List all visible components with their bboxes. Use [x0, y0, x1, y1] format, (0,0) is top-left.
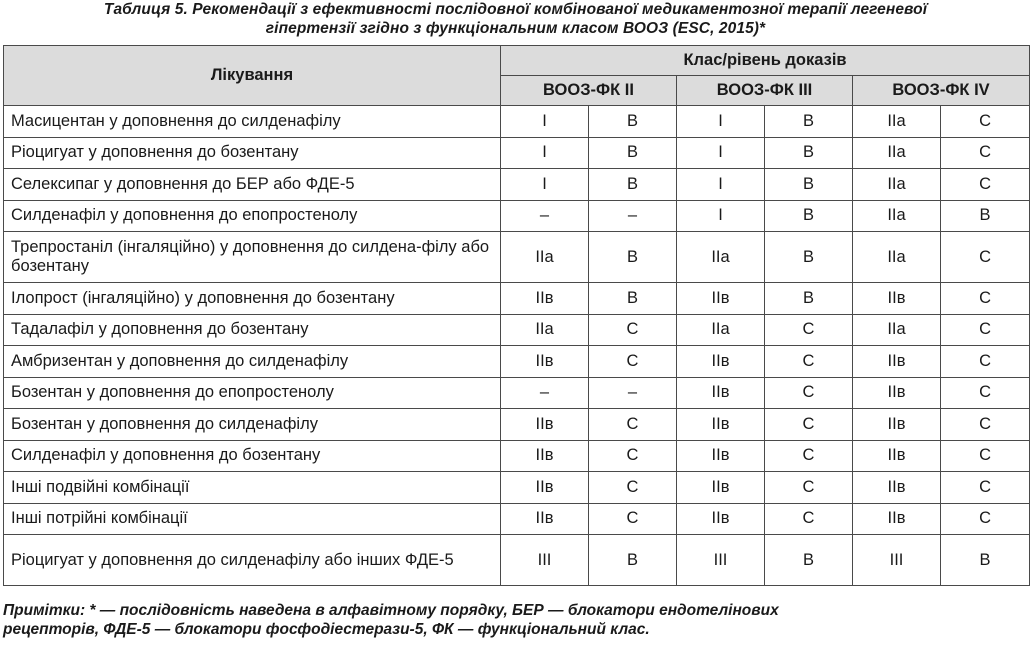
class-cell: III: [501, 535, 589, 586]
treatment-cell: Ріоцигуат у доповнення до бозентану: [4, 137, 501, 169]
level-cell: C: [589, 346, 677, 378]
level-cell: B: [765, 200, 853, 232]
level-cell: B: [765, 137, 853, 169]
level-cell: C: [589, 472, 677, 504]
table-row: [4, 232, 1030, 283]
class-cell: I: [677, 137, 765, 169]
class-cell: IIв: [853, 440, 941, 472]
treatment-cell: Трепростаніл (інгаляційно) у доповнення до силдена-філу або бозентану: [4, 232, 501, 283]
caption-line-1: Таблиця 5. Рекомендації з ефективності послідовної комбінованої медикаментозної терапії легеневої: [103, 1, 928, 18]
class-cell: IIв: [853, 283, 941, 315]
notes-line-1: Примітки: * — послідовність наведена в алфавітному порядку, БЕР — блокатори ендотелінових: [3, 602, 779, 619]
table-row: [4, 169, 1030, 201]
level-cell: C: [941, 106, 1030, 138]
level-cell: C: [941, 409, 1030, 441]
level-cell: B: [589, 232, 677, 283]
level-cell: C: [765, 377, 853, 409]
table-row: [4, 535, 1030, 586]
level-cell: C: [589, 440, 677, 472]
class-cell: IIв: [677, 440, 765, 472]
treatment-cell: Інші потрійні комбінації: [4, 503, 501, 535]
class-cell: I: [677, 169, 765, 201]
header-treatment: Лікування: [4, 46, 501, 106]
recommendations-table: [3, 45, 1030, 586]
class-cell: IIв: [501, 409, 589, 441]
class-cell: IIa: [853, 314, 941, 346]
table-row: [4, 137, 1030, 169]
class-cell: IIв: [677, 283, 765, 315]
level-cell: C: [589, 314, 677, 346]
table-row: [4, 346, 1030, 378]
class-cell: IIв: [677, 377, 765, 409]
class-cell: IIв: [501, 283, 589, 315]
class-cell: IIa: [501, 314, 589, 346]
class-cell: IIв: [853, 346, 941, 378]
level-cell: C: [941, 377, 1030, 409]
level-cell: C: [941, 503, 1030, 535]
level-cell: B: [765, 169, 853, 201]
table-row: [4, 409, 1030, 441]
treatment-cell: Ілопрост (інгаляційно) у доповнення до бозентану: [4, 283, 501, 315]
level-cell: C: [765, 346, 853, 378]
caption-line-2: гіпертензії згідно з функціональним класом ВООЗ (ESC, 2015)*: [265, 20, 766, 37]
level-cell: C: [941, 232, 1030, 283]
class-cell: IIв: [677, 346, 765, 378]
header-class-2: ВООЗ-ФК II: [501, 76, 677, 106]
table-row: [4, 283, 1030, 315]
level-cell: C: [765, 440, 853, 472]
level-cell: B: [765, 106, 853, 138]
table-body: [4, 106, 1030, 586]
table-notes: [3, 601, 1029, 639]
table-row: [4, 314, 1030, 346]
class-cell: I: [677, 106, 765, 138]
header-evidence-group: Клас/рівень доказів: [501, 46, 1030, 76]
class-cell: –: [501, 377, 589, 409]
header-class-3: ВООЗ-ФК III: [677, 76, 853, 106]
level-cell: C: [941, 440, 1030, 472]
level-cell: C: [589, 503, 677, 535]
level-cell: B: [765, 283, 853, 315]
table-row: [4, 106, 1030, 138]
class-cell: I: [501, 169, 589, 201]
class-cell: I: [677, 200, 765, 232]
class-cell: IIa: [853, 137, 941, 169]
level-cell: C: [765, 472, 853, 504]
treatment-cell: Інші подвійні комбінації: [4, 472, 501, 504]
notes-line-2: рецепторів, ФДЕ-5 — блокатори фосфодіестерази-5, ФК — функціональний клас.: [3, 621, 650, 638]
class-cell: IIв: [853, 377, 941, 409]
class-cell: IIa: [677, 314, 765, 346]
treatment-cell: Селексипаг у доповнення до БЕР або ФДЕ-5: [4, 169, 501, 201]
level-cell: B: [941, 535, 1030, 586]
level-cell: B: [765, 232, 853, 283]
table-row: [4, 440, 1030, 472]
class-cell: IIв: [501, 472, 589, 504]
treatment-cell: Бозентан у доповнення до епопростенолу: [4, 377, 501, 409]
level-cell: B: [589, 535, 677, 586]
table-row: [4, 377, 1030, 409]
level-cell: C: [765, 503, 853, 535]
treatment-cell: Амбризентан у доповнення до силденафілу: [4, 346, 501, 378]
class-cell: IIв: [501, 503, 589, 535]
class-cell: IIa: [853, 169, 941, 201]
class-cell: IIa: [677, 232, 765, 283]
treatment-cell: Силденафіл у доповнення до бозентану: [4, 440, 501, 472]
level-cell: –: [589, 200, 677, 232]
level-cell: C: [941, 137, 1030, 169]
class-cell: IIв: [501, 346, 589, 378]
treatment-cell: Масицентан у доповнення до силденафілу: [4, 106, 501, 138]
level-cell: B: [765, 535, 853, 586]
treatment-cell: Силденафіл у доповнення до епопростенолу: [4, 200, 501, 232]
class-cell: IIa: [853, 200, 941, 232]
level-cell: C: [941, 314, 1030, 346]
class-cell: IIa: [501, 232, 589, 283]
class-cell: –: [501, 200, 589, 232]
class-cell: IIв: [677, 503, 765, 535]
level-cell: B: [589, 169, 677, 201]
class-cell: IIв: [853, 409, 941, 441]
table-row: [4, 200, 1030, 232]
level-cell: C: [765, 314, 853, 346]
level-cell: C: [589, 409, 677, 441]
level-cell: C: [941, 346, 1030, 378]
class-cell: IIв: [677, 409, 765, 441]
level-cell: B: [589, 137, 677, 169]
level-cell: C: [941, 169, 1030, 201]
class-cell: I: [501, 106, 589, 138]
level-cell: B: [589, 283, 677, 315]
class-cell: IIa: [853, 232, 941, 283]
class-cell: III: [677, 535, 765, 586]
table-caption: [0, 0, 1031, 38]
class-cell: IIв: [853, 503, 941, 535]
level-cell: B: [941, 200, 1030, 232]
level-cell: C: [941, 472, 1030, 504]
class-cell: I: [501, 137, 589, 169]
treatment-cell: Тадалафіл у доповнення до бозентану: [4, 314, 501, 346]
level-cell: B: [589, 106, 677, 138]
class-cell: III: [853, 535, 941, 586]
header-class-4: ВООЗ-ФК IV: [853, 76, 1030, 106]
treatment-cell: Бозентан у доповнення до силденафілу: [4, 409, 501, 441]
level-cell: –: [589, 377, 677, 409]
table-row: [4, 503, 1030, 535]
treatment-cell: Ріоцигуат у доповнення до силденафілу або інших ФДЕ-5: [4, 535, 501, 586]
class-cell: IIв: [677, 472, 765, 504]
table-row: [4, 472, 1030, 504]
class-cell: IIв: [501, 440, 589, 472]
level-cell: C: [941, 283, 1030, 315]
class-cell: IIa: [853, 106, 941, 138]
level-cell: C: [765, 409, 853, 441]
class-cell: IIв: [853, 472, 941, 504]
